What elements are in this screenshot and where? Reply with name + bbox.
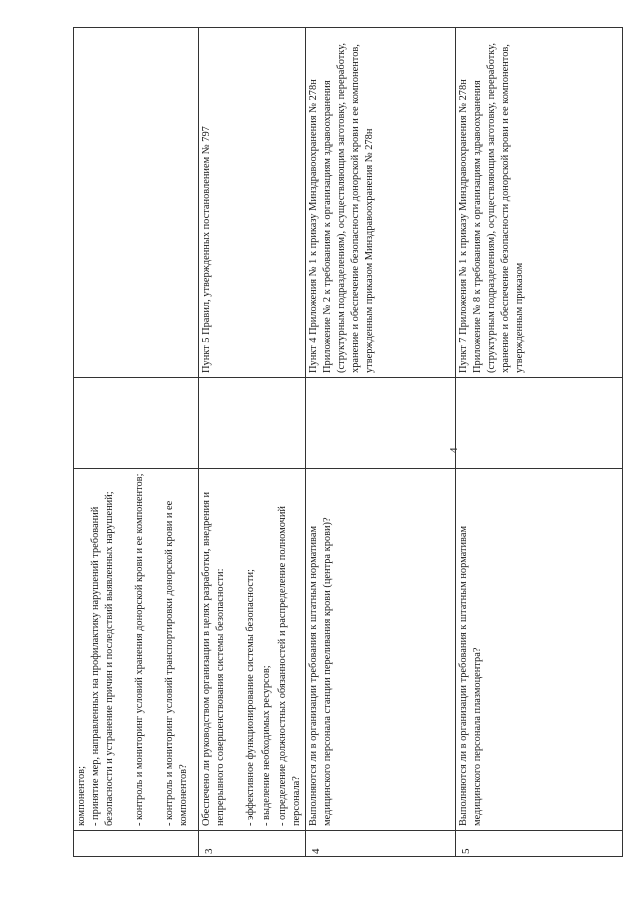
table-row xyxy=(199,28,306,857)
row-number: 3 xyxy=(199,831,306,857)
question-cell xyxy=(74,469,199,831)
question-part: - контроль и мониторинг условий транспортировки донорской крови и ее компонентов? xyxy=(164,500,189,826)
question-subtable xyxy=(74,469,198,830)
row-number: 5 xyxy=(456,831,623,857)
question-cell xyxy=(199,469,306,831)
question-cell: Выполняются ли в организации требования к штатным нормативам медицинского персонала станции переливания крови (центра крови)? xyxy=(306,469,456,831)
reference-cell: Пункт 5 Правил, утвержденных постановлением № 797 xyxy=(199,28,306,378)
mark-cell xyxy=(74,378,199,469)
reference-cell: Пункт 4 Приложения № 1 к приказу Минздравоохранения № 278н Приложение № 2 к требованиям к организациям здравоохранения (структурным подразделениям), осуществляющим заготовку, переработку, хранение и обеспечение безопасности донорской крови и ее компонентов, утвержденным приказом Минздравоохранения № 278н xyxy=(306,28,456,378)
question-part: - контроль и мониторинг условий хранения донорской крови и ее компонентов; xyxy=(134,473,145,826)
document-table-rotated xyxy=(73,43,615,857)
question-part: - определение должностных обязанностей и распределение полномочий персонала? xyxy=(277,506,302,826)
table-row xyxy=(456,28,623,857)
row-number: 4 xyxy=(306,831,456,857)
table-row xyxy=(74,28,199,857)
reference-cell: Пункт 7 Приложения № 1 к приказу Минздравоохранения № 278н Приложение № 8 к требованиям к организациям здравоохранения (структурным подразделениям), осуществляющим заготовку, переработку, хранение и обеспечение безопасности донорской крови и ее компонентов, утвержденным приказом xyxy=(456,28,623,378)
mark-cell xyxy=(199,378,306,469)
question-part: - эффективное функционирование системы безопасности; xyxy=(245,569,256,826)
row-number xyxy=(74,831,199,857)
mark-cell xyxy=(456,378,623,469)
question-part: компонентов; - принятие мер, направленных на профилактику нарушений требований безопасности и устранение причин и последствий выявленных нарушений; xyxy=(76,491,115,826)
question-subtable xyxy=(199,469,305,830)
question-cell: Выполняются ли в организации требования к штатным нормативам медицинского персонала плазмоцентра? xyxy=(456,469,623,831)
table-row xyxy=(306,28,456,857)
requirements-table xyxy=(73,27,623,857)
reference-cell xyxy=(74,28,199,378)
question-part: Обеспечено ли руководством организации в целях разработки, внедрения и непрерывного совершенствования системы безопасности: xyxy=(201,491,226,826)
question-part: - выделение необходимых ресурсов; xyxy=(261,665,272,826)
mark-cell xyxy=(306,378,456,469)
page-number: 4 xyxy=(448,447,460,453)
